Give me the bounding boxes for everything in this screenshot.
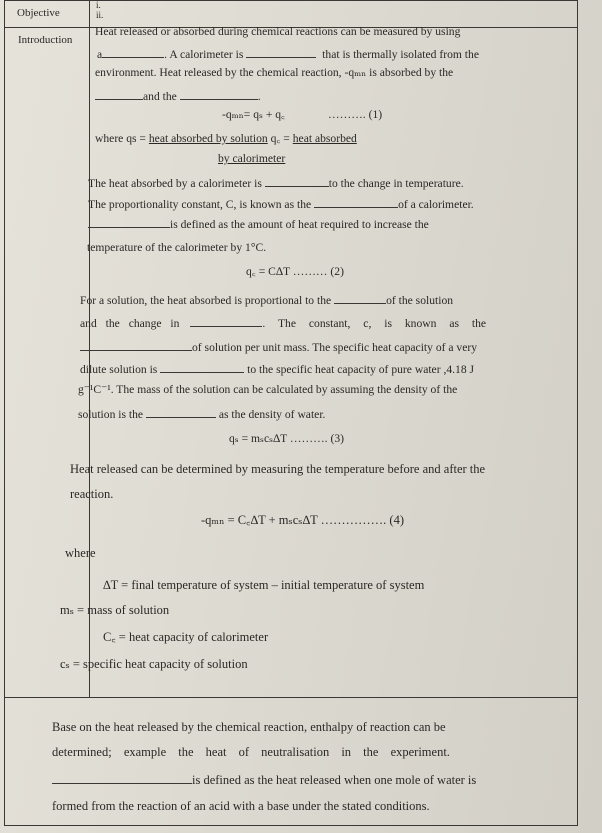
text: a — [97, 48, 103, 61]
introduction-label: Introduction — [18, 34, 73, 46]
objective-label: Objective — [17, 7, 60, 19]
intro-line-12 — [80, 315, 486, 331]
definition-delta-t: ∆T = final temperature of system – initial temperature of system — [103, 578, 425, 592]
text: of the solution — [386, 294, 454, 307]
equation-4: -qₘₙ = C꜀∆T + mₛcₛ∆T ……………. (4) — [201, 513, 405, 527]
intro-line-15: g⁻¹C⁻¹. The mass of the solution can be calculated by assuming the density of the — [78, 383, 458, 396]
conclusion-line-2 — [52, 745, 560, 759]
equation-1-tag: ………. (1) — [328, 108, 383, 121]
intro-line-14 — [80, 361, 474, 377]
answer-blank[interactable] — [190, 315, 262, 327]
intro-line-5 — [95, 132, 357, 146]
text: to the specific heat capacity of pure water ,4.18 J — [247, 363, 475, 376]
answer-blank[interactable] — [102, 46, 164, 58]
intro-line-1 — [95, 25, 523, 39]
answer-blank[interactable] — [314, 196, 398, 208]
where-label: where — [65, 546, 96, 560]
text: is defined as the heat released when one mole of water is — [192, 773, 477, 787]
text: to the change in temperature. — [328, 177, 464, 190]
answer-blank[interactable] — [180, 88, 258, 100]
text: of solution per unit mass. The specific heat capacity of a very — [192, 341, 478, 354]
text: of a calorimeter. — [398, 198, 474, 211]
answer-blank[interactable] — [80, 339, 192, 351]
answer-blank[interactable] — [52, 772, 192, 784]
equation-1: -qₘₙ= qₛ + q꜀ — [222, 108, 286, 121]
text: and the change in — [80, 317, 180, 330]
text: and the — [143, 90, 177, 103]
intro-line-8 — [88, 196, 474, 212]
answer-blank[interactable] — [146, 406, 216, 418]
objective-item-1: i. — [96, 0, 101, 10]
intro-line-7 — [88, 175, 531, 191]
text: Heat released or absorbed during chemical reactions can be measured by using — [95, 25, 461, 38]
intro-line-3: environment. Heat released by the chemical reaction, -qₘₙ is absorbed by the — [95, 66, 454, 79]
intro-line-10: temperature of the calorimeter by 1°C. — [87, 241, 267, 254]
intro-line-11 — [80, 292, 453, 308]
text: solution is the — [78, 408, 144, 421]
answer-blank[interactable] — [265, 175, 329, 187]
answer-blank[interactable] — [88, 216, 170, 228]
equation-3: qₛ = mₛcₛ∆T ………. (3) — [229, 432, 344, 445]
answer-blank[interactable] — [95, 88, 143, 100]
conclusion-line-1: Base on the heat released by the chemical reaction, enthalpy of reaction can be — [52, 720, 446, 734]
answer-blank[interactable] — [334, 292, 386, 304]
text: The heat absorbed by a calorimeter is — [88, 177, 262, 190]
text: where qs = — [95, 132, 149, 145]
conclusion-line-3 — [52, 772, 476, 787]
text: The proportionality constant, C, is known as the — [88, 198, 312, 211]
text: is defined as the amount of heat required to increase the — [170, 218, 429, 231]
intro-line-6: by calorimeter — [218, 152, 286, 165]
conclusion-line-4: formed from the reaction of an acid with a base under the stated conditions. — [52, 799, 430, 813]
text: as the density of water. — [218, 408, 326, 421]
answer-blank[interactable] — [160, 361, 244, 373]
intro-line-13 — [80, 339, 477, 355]
intro-line-2 — [97, 46, 527, 62]
text: dilute solution is — [80, 363, 158, 376]
text: determined; example the heat of neutralisation in the experiment. — [52, 745, 450, 759]
text: heat absorbed — [292, 132, 357, 145]
intro-line-9 — [88, 216, 429, 232]
definition-heat-capacity: C꜀ = heat capacity of calorimeter — [103, 630, 269, 644]
intro-line-17: Heat released can be determined by measuring the temperature before and after the — [70, 462, 486, 476]
definition-mass: mₛ = mass of solution — [60, 603, 170, 617]
text: q꜀ = — [267, 132, 293, 145]
intro-line-4: and the . — [95, 88, 261, 104]
intro-line-16 — [78, 406, 325, 422]
text: heat absorbed by solution — [148, 132, 268, 145]
text: . The constant, c, is known as the — [262, 317, 487, 330]
text: that is thermally isolated from the — [322, 48, 479, 61]
intro-line-18: reaction. — [70, 487, 114, 501]
objective-item-2: ii. — [96, 10, 104, 20]
text: . A calorimeter is — [164, 48, 244, 61]
equation-2: q꜀ = C∆T ……… (2) — [246, 265, 344, 278]
answer-blank[interactable] — [246, 46, 316, 58]
text: For a solution, the heat absorbed is proportional to the — [80, 294, 332, 307]
definition-specific-heat: cₛ = specific heat capacity of solution — [60, 657, 248, 671]
row-divider-conclusion — [5, 697, 577, 698]
